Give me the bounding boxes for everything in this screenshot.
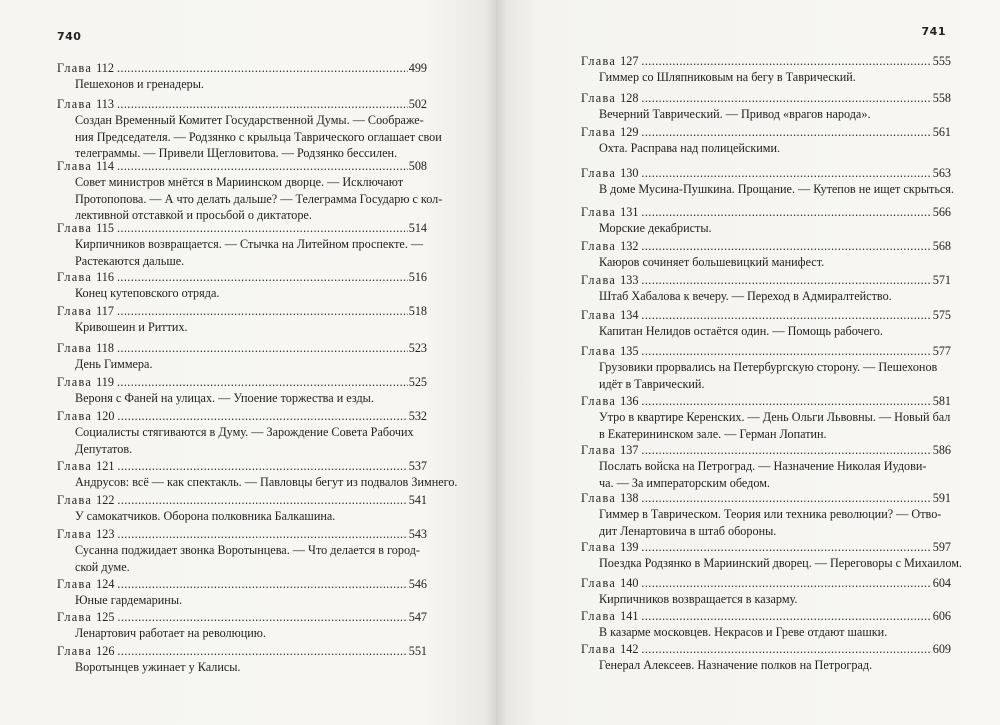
chapter-description (75, 319, 427, 336)
chapter-heading (57, 376, 427, 389)
description-line: Капитан Нелидов остаётся один. — Помощь рабочего. (599, 324, 883, 338)
chapter-description (599, 140, 951, 157)
description-line: Послать войска на Петроград. — Назначение Николая Иудови- (599, 459, 927, 473)
description-line: Генерал Алексеев. Назначение полков на Петроград. (599, 658, 873, 672)
description-line: Пешехонов и гренадеры. (75, 77, 204, 91)
chapter-heading (57, 98, 427, 111)
chapter-heading (57, 342, 427, 355)
chapter-number: 131 (620, 205, 639, 219)
toc-entry[interactable] (581, 126, 951, 157)
description-line: У самокатчиков. Оборона полковника Балкашина. (75, 509, 336, 523)
chapter-label: Глава (57, 97, 93, 111)
chapter-label: Глава (581, 273, 617, 287)
chapter-heading (57, 410, 427, 423)
chapter-page-number: 604 (932, 576, 951, 590)
toc-entry[interactable] (57, 305, 427, 336)
chapter-page-number: 547 (408, 610, 427, 624)
book-gutter (485, 0, 507, 725)
chapter-description (75, 236, 427, 269)
chapter-heading (581, 274, 951, 287)
chapter-page-number: 546 (408, 577, 427, 591)
toc-entry[interactable] (581, 540, 962, 572)
chapter-label: Глава (581, 205, 617, 219)
chapter-label: Глава (581, 491, 617, 505)
description-line: ской думе. (75, 559, 130, 574)
dot-leader (641, 541, 931, 554)
description-line: Протопопова. — А что делать дальше? — Телеграмма Государю с кол- (75, 191, 443, 206)
chapter-heading (57, 645, 427, 658)
description-line: идёт в Таврический. (599, 376, 705, 391)
toc-entry[interactable] (57, 159, 443, 224)
chapter-label: Глава (57, 270, 93, 284)
description-line: Гиммер в Таврическом. Теория или техника революции? — Отво- (599, 507, 942, 521)
chapter-label: Глава (57, 341, 93, 355)
chapter-number: 122 (96, 493, 115, 507)
chapter-number: 118 (96, 341, 114, 355)
chapter-page-number: 568 (932, 239, 951, 253)
chapter-description (599, 555, 962, 572)
chapter-number: 139 (620, 540, 639, 554)
chapter-description (599, 220, 951, 237)
dot-leader (641, 55, 931, 68)
description-line: Кирпичников возвращается. — Стычка на Литейном проспекте. — (75, 237, 424, 251)
toc-entry[interactable] (581, 240, 951, 271)
description-line: Вероня с Фаней на улицах. — Упоение торжества и езды. (75, 391, 374, 405)
chapter-label: Глава (581, 642, 617, 656)
description-line: Утро в квартире Керенских. — День Ольги Львовны. — Новый бал (599, 410, 951, 424)
description-line: ча. — За императорским обедом. (599, 475, 770, 490)
chapter-number: 132 (620, 239, 639, 253)
chapter-heading (57, 160, 427, 173)
chapter-description (75, 542, 427, 575)
dot-leader (641, 444, 931, 457)
chapter-description (599, 181, 954, 198)
description-line: Социалисты стягиваются в Думу. — Зарождение Совета Рабочих (75, 425, 414, 439)
description-line: Каюров сочиняет большевицкий манифест. (599, 255, 825, 269)
chapter-description (599, 657, 951, 674)
chapter-heading (57, 460, 427, 473)
chapter-label: Глава (581, 576, 617, 590)
description-line: ния Председателя. — Родзянко с крыльца Таврического оглашает свои (75, 129, 442, 144)
chapter-description (599, 106, 951, 123)
chapter-number: 112 (96, 61, 114, 75)
chapter-number: 125 (96, 610, 115, 624)
chapter-heading (581, 577, 951, 590)
chapter-heading (57, 271, 427, 284)
chapter-label: Глава (57, 644, 93, 658)
description-line: Депутатов. (75, 441, 133, 456)
dot-leader (117, 645, 407, 658)
dot-leader (641, 206, 931, 219)
dot-leader (117, 98, 408, 111)
chapter-heading (581, 92, 951, 105)
chapter-page-number: 581 (932, 394, 951, 408)
toc-entry[interactable] (581, 610, 951, 641)
description-line: в Екатерининском зале. — Герман Лопатин. (599, 426, 827, 441)
chapter-description (75, 174, 443, 224)
chapter-heading (57, 62, 427, 75)
chapter-description (75, 112, 442, 162)
chapter-page-number: 537 (408, 459, 427, 473)
dot-leader (117, 611, 407, 624)
chapter-number: 121 (96, 459, 115, 473)
chapter-number: 124 (96, 577, 115, 591)
chapter-number: 140 (620, 576, 639, 590)
chapter-number: 141 (620, 609, 639, 623)
toc-entry[interactable] (57, 645, 427, 676)
chapter-description (75, 390, 427, 407)
chapter-description (599, 591, 951, 608)
description-line: День Гиммера. (75, 357, 153, 371)
chapter-page-number: 532 (408, 409, 427, 423)
chapter-heading (57, 222, 427, 235)
dot-leader (641, 126, 931, 139)
chapter-description (599, 69, 951, 86)
description-line: Воротынцев ужинает у Калисы. (75, 660, 241, 674)
chapter-label: Глава (581, 344, 617, 358)
chapter-number: 114 (96, 159, 114, 173)
chapter-description (599, 288, 951, 305)
toc-entry[interactable] (57, 342, 427, 373)
chapter-page-number: 575 (932, 308, 951, 322)
description-line: Создан Временный Комитет Государственной Думы. — Соображе- (75, 113, 424, 127)
dot-leader (117, 460, 407, 473)
chapter-description (599, 254, 951, 271)
dot-leader (117, 271, 408, 284)
chapter-heading (581, 167, 951, 180)
chapter-page-number: 591 (932, 491, 951, 505)
description-line: Юные гардемарины. (75, 593, 183, 607)
chapter-description (599, 323, 951, 340)
description-line: Совет министров мнётся в Мариинском дворце. — Исключают (75, 175, 404, 189)
chapter-label: Глава (57, 459, 93, 473)
chapter-heading (581, 492, 951, 505)
toc-entry[interactable] (581, 55, 951, 86)
dot-leader (641, 309, 931, 322)
chapter-label: Глава (581, 308, 617, 322)
chapter-page-number: 586 (932, 443, 951, 457)
chapter-description (599, 359, 951, 392)
chapter-label: Глава (57, 409, 93, 423)
chapter-number: 138 (620, 491, 639, 505)
chapter-description (75, 285, 427, 302)
toc-entry[interactable] (57, 528, 427, 575)
chapter-label: Глава (57, 221, 93, 235)
description-line: Кривошеин и Риттих. (75, 320, 188, 334)
chapter-number: 117 (96, 304, 114, 318)
description-line: Растекаются дальше. (75, 253, 185, 268)
dot-leader (117, 528, 407, 541)
description-line: Гиммер со Шляпниковым на бегу в Таврический. (599, 70, 856, 84)
description-line: В казарме московцев. Некрасов и Греве отдают шашки. (599, 625, 888, 639)
description-line: Вечерний Таврический. — Привод «врагов народа». (599, 107, 871, 121)
description-line: Морские декабристы. (599, 221, 712, 235)
chapter-heading (581, 643, 951, 656)
chapter-number: 134 (620, 308, 639, 322)
chapter-description (599, 506, 951, 539)
dot-leader (117, 160, 408, 173)
chapter-heading (581, 395, 951, 408)
toc-entry[interactable] (581, 92, 951, 123)
chapter-description (75, 424, 427, 457)
chapter-description (599, 409, 951, 442)
toc-entry[interactable] (57, 62, 427, 93)
toc-entry[interactable] (57, 459, 458, 491)
chapter-heading (581, 240, 951, 253)
chapter-label: Глава (581, 443, 617, 457)
chapter-page-number: 525 (408, 375, 427, 389)
chapter-heading (581, 206, 951, 219)
description-line: Ленартович работает на революцию. (75, 626, 266, 640)
chapter-number: 127 (620, 54, 639, 68)
chapter-page-number: 551 (408, 644, 427, 658)
chapter-label: Глава (581, 394, 617, 408)
left-page (0, 0, 496, 725)
chapter-description (75, 474, 458, 491)
chapter-label: Глава (581, 91, 617, 105)
chapter-heading (57, 528, 427, 541)
dot-leader (641, 395, 931, 408)
dot-leader (641, 492, 931, 505)
dot-leader (641, 240, 931, 253)
chapter-label: Глава (57, 61, 93, 75)
dot-leader (117, 578, 407, 591)
dot-leader (641, 643, 931, 656)
chapter-number: 113 (96, 97, 114, 111)
description-line: В доме Мусина-Пушкина. Прощание. — Кутепов не ищет скрыться. (599, 182, 954, 196)
chapter-page-number: 609 (932, 642, 951, 656)
description-line: Сусанна поджидает звонка Воротынцева. — Что делается в город- (75, 543, 420, 557)
chapter-label: Глава (57, 610, 93, 624)
chapter-heading (581, 309, 951, 322)
description-line: Андрусов: всё — как спектакль. — Павловцы бегут из подвалов Зимнего. (75, 475, 458, 489)
chapter-page-number: 555 (932, 54, 951, 68)
page-number-right: 741 (921, 25, 946, 38)
chapter-page-number: 606 (932, 609, 951, 623)
chapter-number: 116 (96, 270, 114, 284)
toc-entry[interactable] (581, 345, 951, 392)
chapter-description (75, 659, 427, 676)
description-line: дит Ленартовича в штаб обороны. (599, 523, 777, 538)
dot-leader (117, 376, 408, 389)
chapter-description (75, 508, 427, 525)
chapter-number: 126 (96, 644, 115, 658)
toc-entry[interactable] (57, 222, 427, 269)
chapter-label: Глава (57, 577, 93, 591)
chapter-description (599, 458, 951, 491)
chapter-page-number: 543 (408, 527, 427, 541)
toc-entry[interactable] (57, 611, 427, 642)
chapter-page-number: 541 (408, 493, 427, 507)
description-line: Грузовики прорвались на Петербургскую сторону. — Пешехонов (599, 360, 938, 374)
chapter-page-number: 514 (408, 221, 427, 235)
chapter-label: Глава (57, 493, 93, 507)
chapter-number: 115 (96, 221, 114, 235)
chapter-heading (57, 305, 427, 318)
chapter-heading (581, 541, 951, 554)
chapter-page-number: 563 (932, 166, 951, 180)
chapter-heading (581, 55, 951, 68)
chapter-number: 133 (620, 273, 639, 287)
chapter-label: Глава (57, 159, 93, 173)
chapter-description (75, 356, 427, 373)
dot-leader (641, 274, 931, 287)
chapter-description (75, 625, 427, 642)
chapter-number: 137 (620, 443, 639, 457)
description-line: Охта. Расправа над полицейскими. (599, 141, 781, 155)
toc-entry[interactable] (581, 309, 951, 340)
chapter-label: Глава (57, 375, 93, 389)
toc-entry[interactable] (581, 492, 951, 539)
toc-entry[interactable] (581, 577, 951, 608)
toc-entry[interactable] (581, 206, 951, 237)
chapter-number: 135 (620, 344, 639, 358)
dot-leader (117, 222, 408, 235)
chapter-page-number: 502 (408, 97, 427, 111)
chapter-number: 142 (620, 642, 639, 656)
dot-leader (641, 167, 931, 180)
chapter-label: Глава (581, 239, 617, 253)
chapter-page-number: 558 (932, 91, 951, 105)
chapter-number: 129 (620, 125, 639, 139)
chapter-heading (581, 126, 951, 139)
chapter-number: 136 (620, 394, 639, 408)
chapter-page-number: 508 (408, 159, 427, 173)
chapter-page-number: 566 (932, 205, 951, 219)
dot-leader (117, 494, 407, 507)
description-line: Конец кутеповского отряда. (75, 286, 220, 300)
toc-entry[interactable] (581, 643, 951, 674)
toc-entry[interactable] (581, 395, 951, 442)
chapter-page-number: 499 (408, 61, 427, 75)
chapter-heading (57, 578, 427, 591)
chapter-number: 119 (96, 375, 114, 389)
chapter-label: Глава (581, 166, 617, 180)
chapter-number: 130 (620, 166, 639, 180)
chapter-number: 123 (96, 527, 115, 541)
chapter-label: Глава (57, 304, 93, 318)
description-line: лективной отставкой и просьбой о диктаторе. (75, 208, 312, 222)
toc-entry[interactable] (57, 410, 427, 457)
toc-entry[interactable] (581, 444, 951, 491)
chapter-description (599, 624, 951, 641)
right-page (496, 0, 1000, 725)
chapter-heading (581, 610, 951, 623)
chapter-page-number: 561 (932, 125, 951, 139)
toc-entry[interactable] (581, 166, 954, 198)
toc-entry[interactable] (581, 274, 951, 305)
chapter-heading (57, 611, 427, 624)
description-line: Кирпичников возвращается в казарму. (599, 592, 798, 606)
chapter-label: Глава (581, 540, 617, 554)
dot-leader (641, 610, 931, 623)
chapter-page-number: 516 (408, 270, 427, 284)
chapter-description (75, 592, 427, 609)
chapter-heading (581, 345, 951, 358)
chapter-label: Глава (581, 125, 617, 139)
dot-leader (641, 577, 931, 590)
toc-entry[interactable] (57, 376, 427, 407)
dot-leader (641, 92, 931, 105)
description-line: телеграммы. — Привели Щегловитова. — Родзянко бессилен. (75, 146, 398, 160)
description-line: Штаб Хабалова к вечеру. — Переход в Адмиралтейство. (599, 289, 892, 303)
chapter-label: Глава (581, 609, 617, 623)
dot-leader (117, 305, 408, 318)
chapter-page-number: 577 (932, 344, 951, 358)
chapter-description (75, 76, 427, 93)
toc-entry[interactable] (57, 97, 442, 162)
toc-entry[interactable] (57, 578, 427, 609)
chapter-label: Глава (57, 527, 93, 541)
description-line: Поездка Родзянко в Мариинский дворец. — Переговоры с Михаилом. (599, 556, 962, 570)
toc-entry[interactable] (57, 271, 427, 302)
dot-leader (117, 342, 408, 355)
toc-entry[interactable] (57, 494, 427, 525)
chapter-heading (57, 494, 427, 507)
page-number-left: 740 (57, 30, 82, 43)
chapter-page-number: 597 (932, 540, 951, 554)
dot-leader (117, 410, 407, 423)
chapter-number: 128 (620, 91, 639, 105)
dot-leader (641, 345, 931, 358)
chapter-label: Глава (581, 54, 617, 68)
chapter-page-number: 523 (408, 341, 427, 355)
chapter-page-number: 571 (932, 273, 951, 287)
chapter-heading (581, 444, 951, 457)
chapter-number: 120 (96, 409, 115, 423)
dot-leader (117, 62, 408, 75)
chapter-page-number: 518 (408, 304, 427, 318)
